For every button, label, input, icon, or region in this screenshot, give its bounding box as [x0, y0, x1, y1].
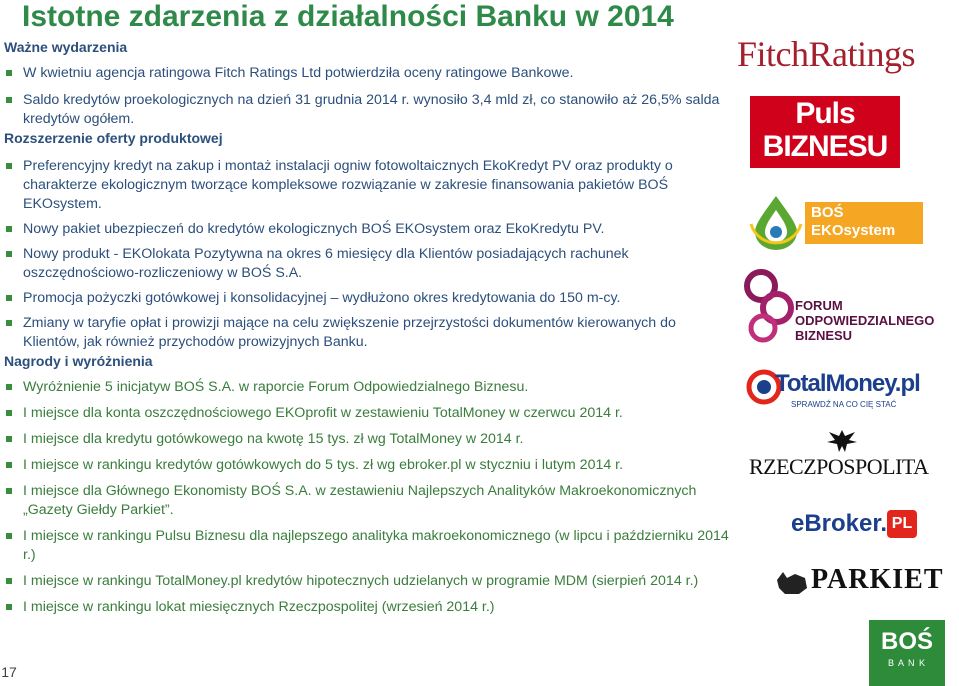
list-item: W kwietniu agencja ratingowa Fitch Ratings Ltd potwierdziła oceny ratingowe Bankowe. — [4, 64, 734, 83]
list-item: Nowy produkt - EKOlokata Pozytywna na okres 6 miesięcy dla Klientów posiadających rachunek oszczędnościowo-rozliczeniowy w BOŚ S.A. — [4, 245, 734, 283]
leaf-drop-icon — [745, 194, 807, 252]
forum-circles-icon — [743, 268, 795, 344]
fitch-ratings-logo: FitchRatings — [737, 34, 916, 74]
eagle-icon — [825, 428, 859, 454]
list-item: Wyróżnienie 5 inicjatyw BOŚ S.A. w raporcie Forum Odpowiedzialnego Biznesu. — [4, 378, 734, 397]
page-title: Istotne zdarzenia z działalności Banku w 2014 — [22, 0, 674, 33]
section-heading-offer: Rozszerzenie oferty produktowej — [4, 130, 223, 146]
list-item: I miejsce w rankingu Pulsu Biznesu dla najlepszego analityka makroekonomicznego (w lipcu i październiku 2014 r.) — [4, 527, 734, 565]
ebroker-logo: eBroker. PL — [791, 508, 921, 544]
list-item: Promocja pożyczki gotówkowej i konsolidacyjnej – wydłużono okres kredytowania do 150 m-cy. — [4, 289, 734, 308]
list-item: I miejsce w rankingu kredytów gotówkowych do 5 tys. zł wg ebroker.pl w styczniu i lutym 2014 r. — [4, 456, 734, 475]
list-item: Saldo kredytów proekologicznych na dzień 31 grudnia 2014 r. wynosiło 3,4 mld zł, co stanowiło aż 26,5% salda kredytów ogółem. — [4, 91, 734, 129]
parkiet-bull-icon — [775, 566, 809, 598]
list-item: I miejsce w rankingu lokat miesięcznych Rzeczpospolitej (wrzesień 2014 r.) — [4, 598, 734, 617]
page-number: 17 — [1, 664, 17, 680]
list-item: Nowy pakiet ubezpieczeń do kredytów ekologicznych BOŚ EKOsystem oraz EkoKredytu PV. — [4, 220, 734, 239]
bos-ekosystem-logo: BOŚ EKOsystem — [745, 194, 925, 252]
list-item: I miejsce w rankingu TotalMoney.pl kredytów hipotecznych udzielanych w programie MDM (sierpień 2014 r.) — [4, 572, 734, 591]
list-item: I miejsce dla kredytu gotówkowego na kwotę 15 tys. zł wg TotalMoney w 2014 r. — [4, 430, 734, 449]
list-item: I miejsce dla konta oszczędnościowego EKOprofit w zestawieniu TotalMoney w czerwcu 2014 r. — [4, 404, 734, 423]
forum-odpowiedzialnego-biznesu-logo: FORUM ODPOWIEDZIALNEGO BIZNESU — [743, 268, 943, 350]
parkiet-logo: PARKIET — [775, 560, 945, 606]
section-heading-awards: Nagrody i wyróżnienia — [4, 353, 153, 369]
logo-column — [735, 30, 945, 686]
list-item: Zmiany w taryfie opłat i prowizji mające na celu zwiększenie przejrzystości dokumentów kierowanych do Klientów, jak również przychodów prowizyjnych Banku. — [4, 314, 734, 352]
bos-bank-logo: BOŚ B A N K — [869, 620, 945, 686]
totalmoney-logo: TotalMoney.pl SPRAWDŹ NA CO CIĘ STAĆ — [745, 366, 945, 416]
puls-biznesu-logo: Puls BIZNESU — [750, 96, 900, 168]
main-content — [4, 38, 734, 617]
list-item: I miejsce dla Głównego Ekonomisty BOŚ S.A. w zestawieniu Najlepszych Analityków Makroekonomicznych „Gazety Giełdy Parkiet”. — [4, 482, 734, 520]
rzeczpospolita-logo: RZECZPOSPOLITA — [749, 428, 939, 486]
section-heading-events: Ważne wydarzenia — [4, 39, 128, 55]
list-item: Preferencyjny kredyt na zakup i montaż instalacji ogniw fotowoltaicznych EkoKredyt PV oraz produkty o charakterze ekologicznym tworzące kompleksowe rozwiązanie w zakresie finansowania pakietów BOŚ EKOsystem. — [4, 157, 734, 214]
